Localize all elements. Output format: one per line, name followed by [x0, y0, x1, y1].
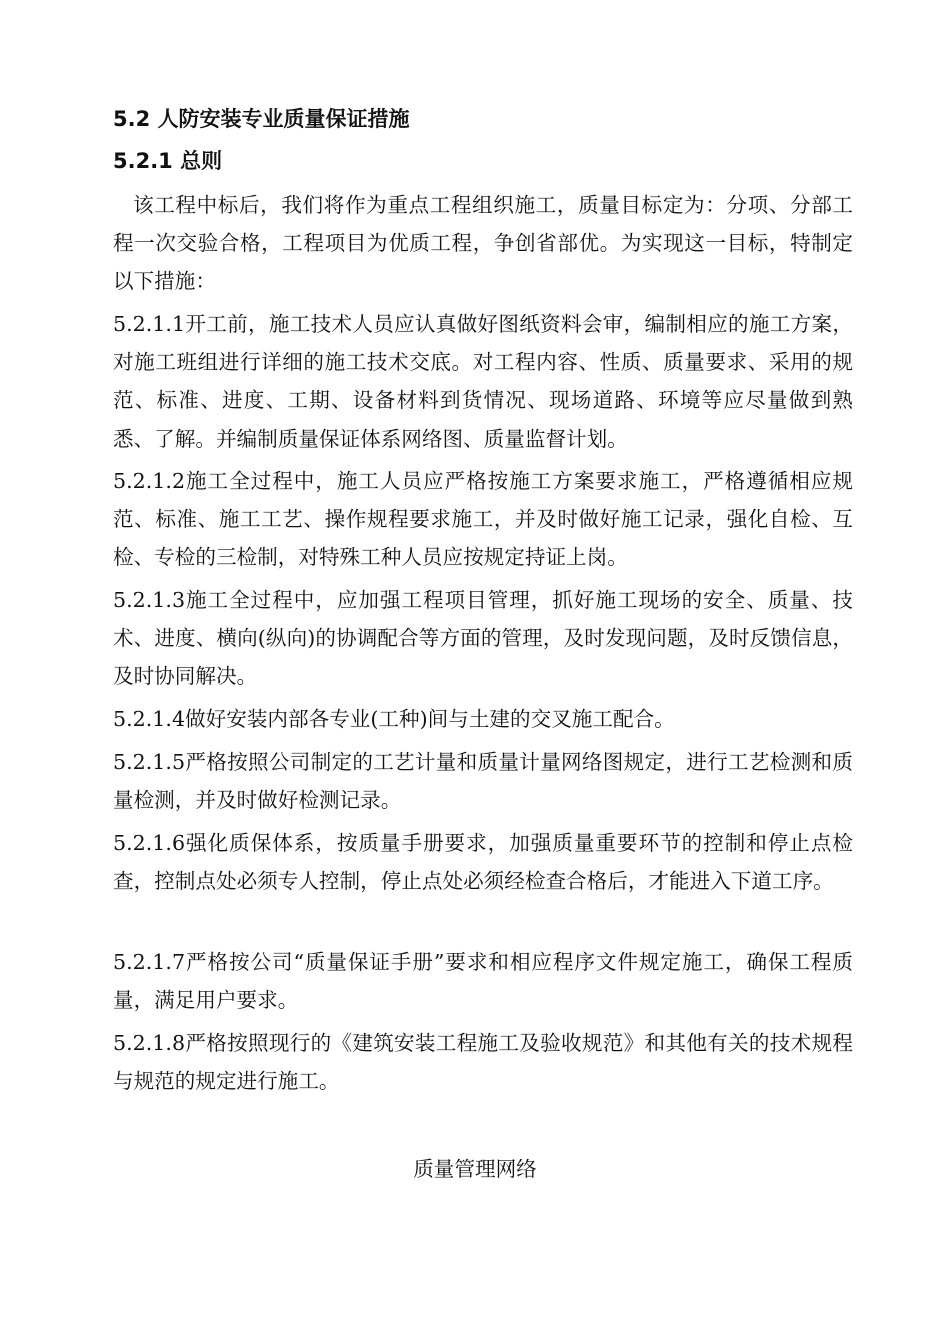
intro-paragraph: 该工程中标后，我们将作为重点工程组织施工，质量目标定为：分项、分部工程一次交验合格，工程项目为优质工程，争创省部优。为实现这一目标，特制定以下措施： — [113, 193, 853, 294]
network-caption: 质量管理网络 — [413, 1157, 537, 1181]
clause-5-2-1-5: 5.2.1.5严格按照公司制定的工艺计量和质量计量网络图规定，进行工艺检测和质量检测，并及时做好检测记录。 — [113, 750, 853, 813]
section-heading: 5.2 人防安装专业质量保证措施 — [113, 107, 410, 131]
subsection-heading: 5.2.1 总则 — [113, 149, 223, 173]
clause-5-2-1-4: 5.2.1.4做好安装内部各专业(工种)间与土建的交叉施工配合。 — [113, 707, 675, 731]
clause-5-2-1-7: 5.2.1.7严格按公司“质量保证手册”要求和相应程序文件规定施工，确保工程质量，满足用户要求。 — [113, 950, 853, 1013]
clause-5-2-1-3: 5.2.1.3施工全过程中，应加强工程项目管理，抓好施工现场的安全、质量、技术、进度、横向(纵向)的协调配合等方面的管理，及时发现问题，及时反馈信息，及时协同解决。 — [113, 588, 853, 689]
clause-5-2-1-2: 5.2.1.2施工全过程中，施工人员应严格按施工方案要求施工，严格遵循相应规范、标准、施工工艺、操作规程要求施工，并及时做好施工记录，强化自检、互检、专检的三检制，对特殊工种人员应按规定持证上岗。 — [113, 469, 853, 570]
clause-5-2-1-1: 5.2.1.1开工前，施工技术人员应认真做好图纸资料会审，编制相应的施工方案，对施工班组进行详细的施工技术交底。对工程内容、性质、质量要求、采用的规范、标准、进度、工期、设备材料到货情况、现场道路、环境等应尽量做到熟悉、了解。并编制质量保证体系网络图、质量监督计划。 — [113, 312, 853, 451]
clause-5-2-1-6: 5.2.1.6强化质保体系，按质量手册要求，加强质量重要环节的控制和停止点检查，控制点处必须专人控制，停止点处必须经检查合格后，才能进入下道工序。 — [113, 831, 853, 894]
clause-5-2-1-8: 5.2.1.8严格按照现行的《建筑安装工程施工及验收规范》和其他有关的技术规程与规范的规定进行施工。 — [113, 1031, 853, 1094]
